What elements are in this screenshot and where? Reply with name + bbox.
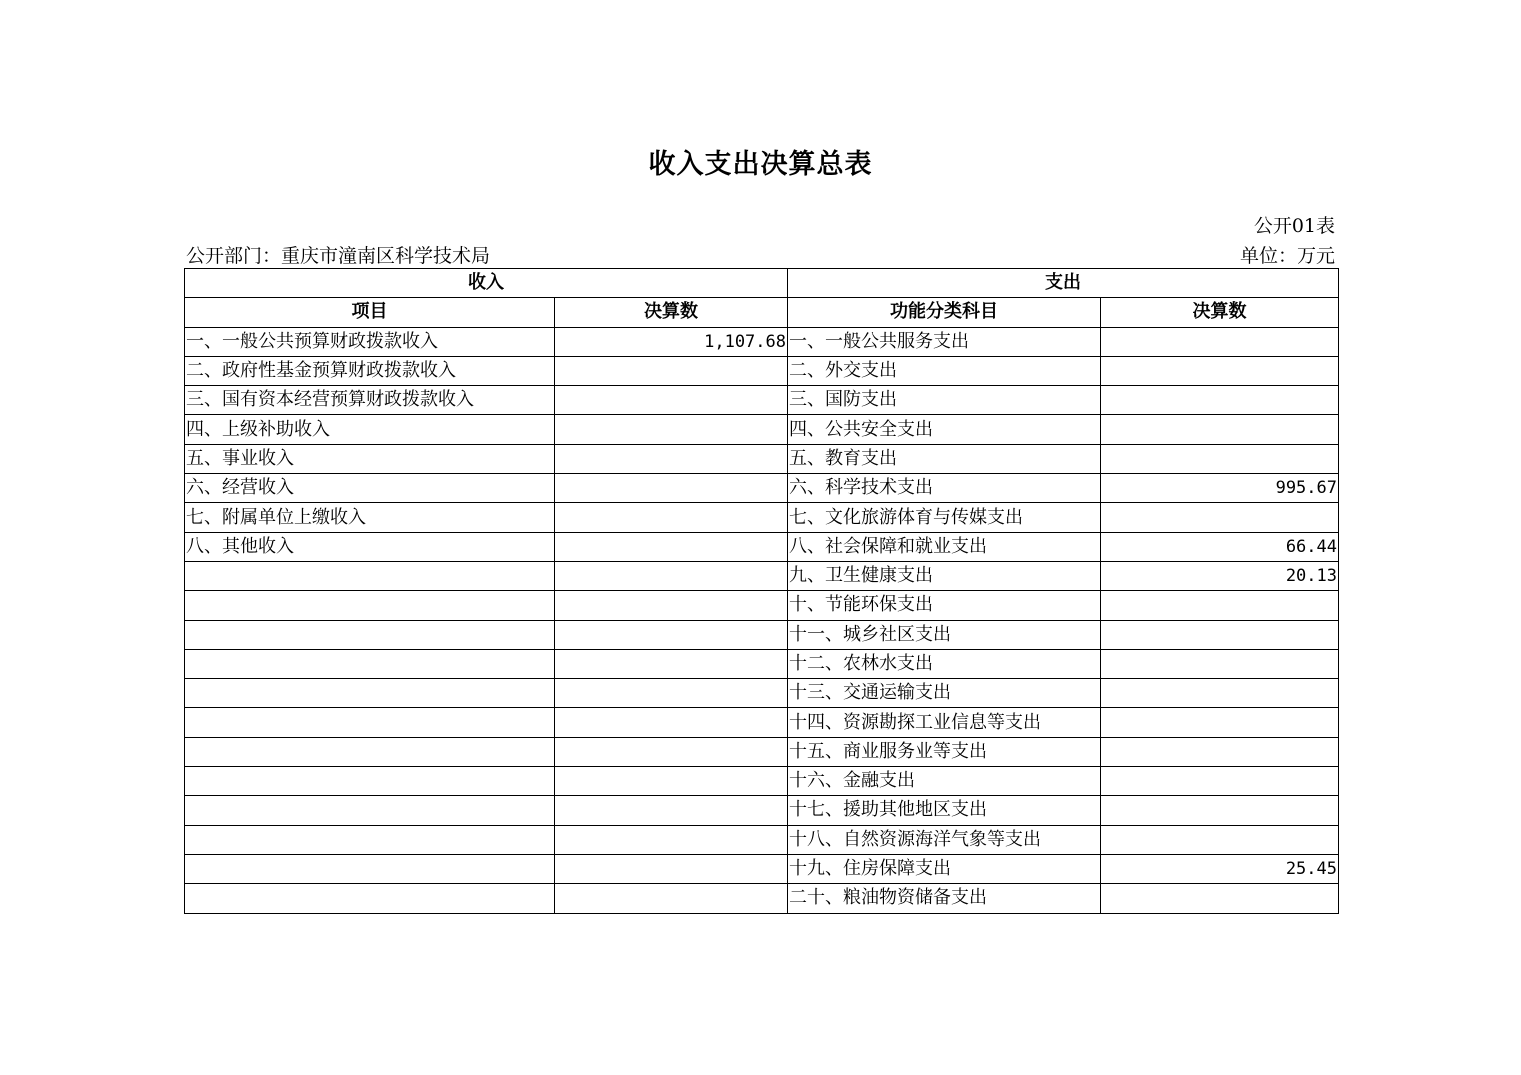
expense-amount-cell [1101, 386, 1339, 415]
table-row [185, 356, 1339, 385]
income-item-cell [185, 767, 555, 796]
table-row [185, 767, 1339, 796]
expense-amount-cell [1101, 679, 1339, 708]
income-item-cell: 一、一般公共预算财政拨款收入 [185, 327, 555, 356]
income-item-cell [185, 796, 555, 825]
expense-item-cell: 一、一般公共服务支出 [788, 327, 1101, 356]
income-item-cell: 七、附属单位上缴收入 [185, 503, 555, 532]
income-item-cell [185, 561, 555, 590]
income-amount-cell [555, 884, 788, 913]
col-function-header: 功能分类科目 [788, 298, 1101, 327]
table-row [185, 884, 1339, 913]
table-row [185, 796, 1339, 825]
income-item-cell [185, 620, 555, 649]
income-amount-cell [555, 708, 788, 737]
expense-amount-cell [1101, 503, 1339, 532]
table-row [185, 620, 1339, 649]
expense-amount-cell [1101, 649, 1339, 678]
income-item-cell [185, 679, 555, 708]
income-item-cell [185, 884, 555, 913]
income-amount-cell [555, 737, 788, 766]
income-item-cell [185, 825, 555, 854]
expense-item-cell: 三、国防支出 [788, 386, 1101, 415]
expense-amount-cell [1101, 356, 1339, 385]
income-item-cell: 八、其他收入 [185, 532, 555, 561]
income-amount-cell: 1,107.68 [555, 327, 788, 356]
expense-item-cell: 十、节能环保支出 [788, 591, 1101, 620]
table-row [185, 737, 1339, 766]
income-item-cell: 四、上级补助收入 [185, 415, 555, 444]
income-amount-cell [555, 415, 788, 444]
expense-header: 支出 [788, 269, 1339, 298]
col-expense-amount-header: 决算数 [1101, 298, 1339, 327]
income-amount-cell [555, 474, 788, 503]
income-item-cell [185, 649, 555, 678]
table-row [185, 649, 1339, 678]
expense-amount-cell [1101, 825, 1339, 854]
expense-item-cell: 十八、自然资源海洋气象等支出 [788, 825, 1101, 854]
income-amount-cell [555, 649, 788, 678]
expense-item-cell: 十一、城乡社区支出 [788, 620, 1101, 649]
income-amount-cell [555, 532, 788, 561]
table-body [185, 327, 1339, 913]
income-amount-cell [555, 561, 788, 590]
expense-item-cell: 十二、农林水支出 [788, 649, 1101, 678]
budget-table [184, 268, 1339, 914]
expense-amount-cell: 66.44 [1101, 532, 1339, 561]
income-amount-cell [555, 825, 788, 854]
income-item-cell [185, 591, 555, 620]
page-title: 收入支出决算总表 [648, 149, 873, 180]
income-amount-cell [555, 796, 788, 825]
income-amount-cell [555, 503, 788, 532]
expense-item-cell: 二十、粮油物资储备支出 [788, 884, 1101, 913]
table-row [185, 503, 1339, 532]
table-row [185, 591, 1339, 620]
income-amount-cell [555, 854, 788, 883]
income-amount-cell [555, 444, 788, 473]
expense-item-cell: 四、公共安全支出 [788, 415, 1101, 444]
income-amount-cell [555, 767, 788, 796]
expense-amount-cell: 20.13 [1101, 561, 1339, 590]
income-amount-cell [555, 591, 788, 620]
expense-item-cell: 十六、金融支出 [788, 767, 1101, 796]
col-item-header: 项目 [185, 298, 555, 327]
form-number: 公开01表 [1253, 215, 1335, 237]
table-row [185, 854, 1339, 883]
expense-amount-cell [1101, 444, 1339, 473]
expense-item-cell: 十四、资源勘探工业信息等支出 [788, 708, 1101, 737]
department-label: 公开部门：重庆市潼南区科学技术局 [186, 245, 491, 267]
expense-amount-cell [1101, 737, 1339, 766]
expense-amount-cell [1101, 767, 1339, 796]
expense-amount-cell [1101, 415, 1339, 444]
expense-amount-cell [1101, 591, 1339, 620]
expense-amount-cell [1101, 796, 1339, 825]
table-row [185, 825, 1339, 854]
income-item-cell: 二、政府性基金预算财政拨款收入 [185, 356, 555, 385]
expense-amount-cell [1101, 884, 1339, 913]
expense-item-cell: 八、社会保障和就业支出 [788, 532, 1101, 561]
table-row [185, 474, 1339, 503]
income-amount-cell [555, 386, 788, 415]
table-row [185, 444, 1339, 473]
expense-item-cell: 十三、交通运输支出 [788, 679, 1101, 708]
income-item-cell [185, 708, 555, 737]
expense-amount-cell: 995.67 [1101, 474, 1339, 503]
expense-amount-cell [1101, 620, 1339, 649]
table-row [185, 561, 1339, 590]
unit-label: 单位：万元 [1239, 245, 1335, 267]
table-row [185, 708, 1339, 737]
income-item-cell: 五、事业收入 [185, 444, 555, 473]
expense-item-cell: 七、文化旅游体育与传媒支出 [788, 503, 1101, 532]
table-row [185, 415, 1339, 444]
table-row [185, 679, 1339, 708]
expense-amount-cell: 25.45 [1101, 854, 1339, 883]
expense-item-cell: 五、教育支出 [788, 444, 1101, 473]
table-row [185, 386, 1339, 415]
table-row [185, 532, 1339, 561]
expense-item-cell: 六、科学技术支出 [788, 474, 1101, 503]
table-row [185, 327, 1339, 356]
expense-amount-cell [1101, 327, 1339, 356]
expense-item-cell: 十五、商业服务业等支出 [788, 737, 1101, 766]
income-item-cell: 三、国有资本经营预算财政拨款收入 [185, 386, 555, 415]
income-header: 收入 [185, 269, 788, 298]
income-item-cell [185, 854, 555, 883]
expense-item-cell: 十九、住房保障支出 [788, 854, 1101, 883]
income-item-cell [185, 737, 555, 766]
income-item-cell: 六、经营收入 [185, 474, 555, 503]
col-income-amount-header: 决算数 [555, 298, 788, 327]
income-amount-cell [555, 356, 788, 385]
income-amount-cell [555, 620, 788, 649]
income-amount-cell [555, 679, 788, 708]
expense-amount-cell [1101, 708, 1339, 737]
expense-item-cell: 十七、援助其他地区支出 [788, 796, 1101, 825]
expense-item-cell: 二、外交支出 [788, 356, 1101, 385]
expense-item-cell: 九、卫生健康支出 [788, 561, 1101, 590]
